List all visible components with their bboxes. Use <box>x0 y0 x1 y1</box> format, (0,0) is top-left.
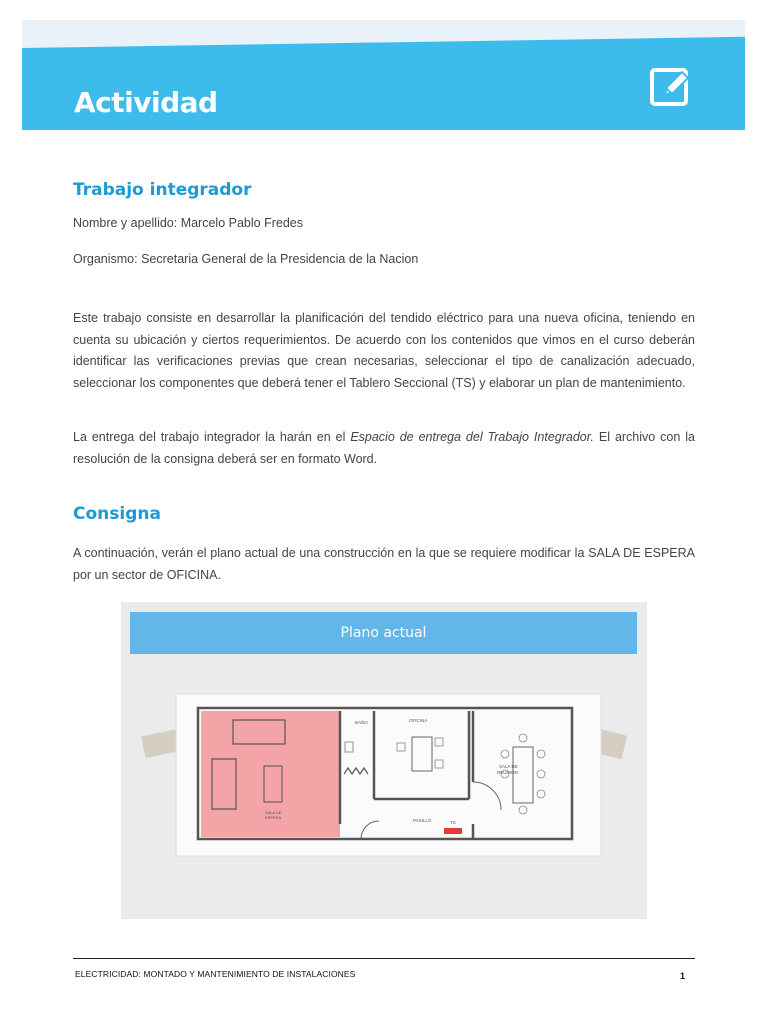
label-bano: BAÑO <box>355 720 368 725</box>
intro-paragraph: Este trabajo consiste en desarrollar la planificación del tendido eléctrico para una nueva oficina, teniendo en cuenta su ubicación y ciertos requerimientos. De acuerdo con los contenidos que vimos en el curso deberán identificar las verificaciones previas que crean necesarias, seleccionar el tipo de canalización adecuado, seleccionar los componentes que deberá tener el Tablero Seccional (TS) y elaborar un plan de mantenimiento. <box>73 311 695 390</box>
label-ts: TS <box>450 820 456 825</box>
banner-title: Actividad <box>74 86 218 119</box>
banner-stripe <box>22 20 745 48</box>
label-sala-espera-1: SALA DE <box>265 810 282 815</box>
section-title-consigna: Consigna <box>73 504 161 524</box>
edit-icon <box>648 64 694 110</box>
consigna-paragraph: A continuación, verán el plano actual de una construcción en la que se requiere modificar la SALA DE ESPERA por un sector de OFICINA. <box>73 546 695 582</box>
label-sala-reunion-2: REUNION <box>497 770 518 775</box>
ts-marker <box>444 828 462 834</box>
delivery-paragraph <box>73 427 695 470</box>
organism-line: Organismo: Secretaria General de la Presidencia de la Nacion <box>73 252 419 266</box>
floor-plan <box>121 664 647 919</box>
label-sala-espera-2: ESPERA <box>265 815 282 820</box>
activity-banner <box>22 20 745 130</box>
page-number: 1 <box>680 971 686 981</box>
section-title-trabajo: Trabajo integrador <box>73 180 252 200</box>
figure-header: Plano actual <box>130 612 637 654</box>
label-pasillo: PASILLO <box>413 818 432 823</box>
label-oficina: OFICINA <box>409 718 428 723</box>
delivery-space-name: Espacio de entrega del Trabajo Integrador. <box>350 430 594 444</box>
footer-course-title: ELECTRICIDAD: MONTADO Y MANTENIMIENTO DE INSTALACIONES <box>75 969 356 979</box>
footer-rule <box>73 958 695 959</box>
floor-plan-figure <box>121 602 647 919</box>
delivery-text-start: La entrega del trabajo integrador la harán en el <box>73 430 351 444</box>
name-line: Nombre y apellido: Marcelo Pablo Fredes <box>73 216 303 230</box>
delivery-text-end: El archivo con la resolución de la consigna deberá ser en formato Word. <box>73 430 696 466</box>
label-sala-reunion-1: SALA DE <box>499 764 518 769</box>
